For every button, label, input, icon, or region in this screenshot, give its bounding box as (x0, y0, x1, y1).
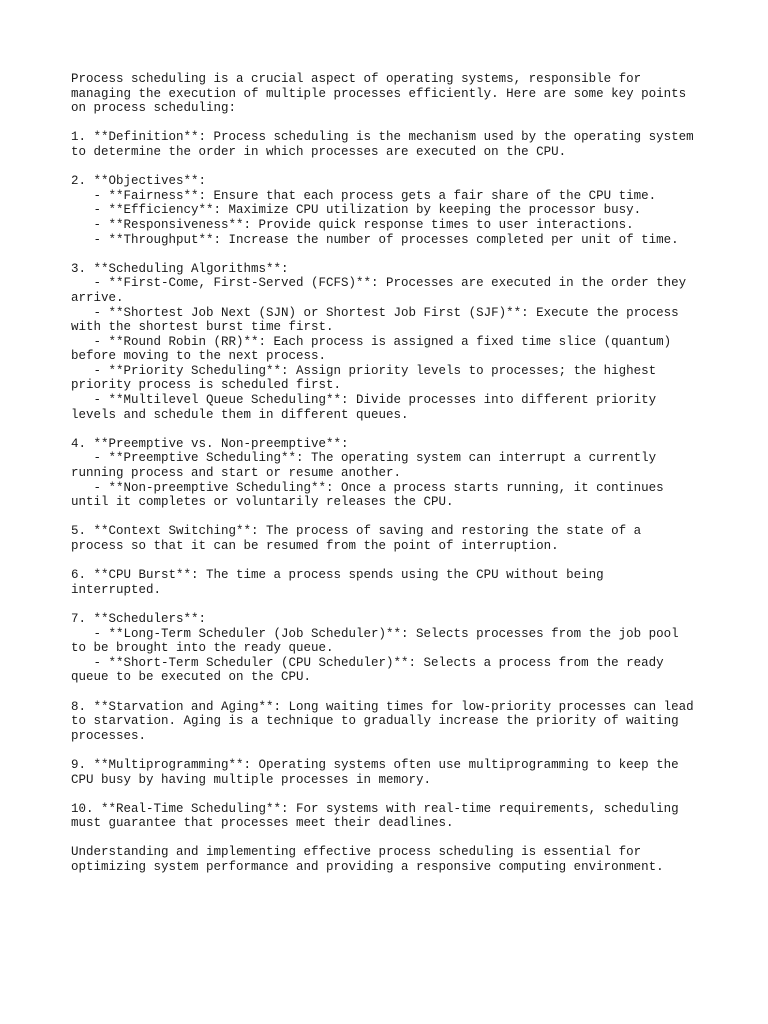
text-line: to be brought into the ready queue. (71, 641, 334, 656)
text-line: - **Short-Term Scheduler (CPU Scheduler)**: Selects a process from the ready (71, 655, 664, 670)
text-line: interrupted. (71, 582, 162, 597)
text-line: - **Priority Scheduling**: Assign priority levels to processes; the highest (71, 363, 657, 378)
text-line: before moving to the next process. (71, 349, 327, 364)
text-line: 9. **Multiprogramming**: Operating systems often use multiprogramming to keep the (71, 757, 679, 772)
text-line: with the shortest burst time first. (71, 320, 334, 335)
text-line: - **Multilevel Queue Scheduling**: Divide processes into different priority (71, 393, 657, 408)
paragraph (71, 262, 711, 423)
text-line: - **First-Come, First-Served (FCFS)**: Processes are executed in the order they (71, 276, 687, 291)
text-line: 3. **Scheduling Algorithms**: (71, 261, 289, 276)
text-line: processes. (71, 728, 147, 743)
text-line: - **Responsiveness**: Provide quick response times to user interactions. (71, 217, 634, 232)
paragraph (71, 130, 711, 159)
paragraph (71, 802, 711, 831)
text-line: to determine the order in which processes are executed on the CPU. (71, 144, 567, 159)
text-line: running process and start or resume another. (71, 466, 402, 481)
text-line: CPU busy by having multiple processes in memory. (71, 772, 432, 787)
text-line: - **Shortest Job Next (SJN) or Shortest Job First (SJF)**: Execute the process (71, 305, 679, 320)
text-line: process so that it can be resumed from the point of interruption. (71, 539, 559, 553)
text-line: until it completes or voluntarily releases the CPU. (71, 495, 454, 510)
text-line: - **Preemptive Scheduling**: The operating system can interrupt a currently (71, 451, 657, 466)
text-line: 2. **Objectives**: (71, 174, 207, 189)
text-line: 5. **Context Switching**: The process of saving and restoring the state of a (71, 524, 642, 539)
text-line: 7. **Schedulers**: (71, 611, 207, 626)
text-line: optimizing system performance and providing a responsive computing environment. (71, 860, 664, 875)
paragraph (71, 174, 711, 247)
text-line: to starvation. Aging is a technique to gradually increase the priority of waiting (71, 714, 679, 729)
text-line: arrive. (71, 290, 124, 305)
text-line: 10. **Real-Time Scheduling**: For systems with real-time requirements, scheduling (71, 801, 679, 816)
text-line: - **Fairness**: Ensure that each process gets a fair share of the CPU time. (71, 188, 657, 203)
text-line: 1. **Definition**: Process scheduling is the mechanism used by the operating system (71, 130, 694, 145)
text-line: 8. **Starvation and Aging**: Long waiting times for low-priority processes can lead (71, 699, 694, 714)
text-line: 6. **CPU Burst**: The time a process spends using the CPU without being (71, 568, 604, 583)
text-line: - **Non-preemptive Scheduling**: Once a process starts running, it continues (71, 480, 664, 495)
paragraph (71, 524, 711, 553)
paragraph (71, 437, 711, 510)
text-line: on process scheduling: (71, 101, 237, 116)
text-line: managing the execution of multiple processes efficiently. Here are some key points (71, 86, 687, 101)
text-line: 4. **Preemptive vs. Non-preemptive**: (71, 436, 349, 451)
paragraph (71, 568, 711, 597)
text-line: - **Throughput**: Increase the number of processes completed per unit of time. (71, 232, 679, 247)
paragraph (71, 72, 711, 116)
text-line: queue to be executed on the CPU. (71, 670, 312, 685)
text-line: - **Efficiency**: Maximize CPU utilization by keeping the processor busy. (71, 203, 642, 218)
text-line: Process scheduling is a crucial aspect of operating systems, responsible for (71, 72, 642, 86)
paragraph (71, 612, 711, 685)
text-line: levels and schedule them in different queues. (71, 407, 409, 422)
text-line: must guarantee that processes meet their deadlines. (71, 816, 454, 831)
text-line: Understanding and implementing effective process scheduling is essential for (71, 845, 642, 860)
text-line: - **Round Robin (RR)**: Each process is assigned a fixed time slice (quantum) (71, 334, 672, 349)
document-body (71, 72, 711, 889)
text-line: - **Long-Term Scheduler (Job Scheduler)**: Selects processes from the job pool (71, 626, 679, 641)
text-line: priority process is scheduled first. (71, 378, 342, 393)
paragraph (71, 845, 711, 874)
paragraph (71, 700, 711, 744)
paragraph (71, 758, 711, 787)
